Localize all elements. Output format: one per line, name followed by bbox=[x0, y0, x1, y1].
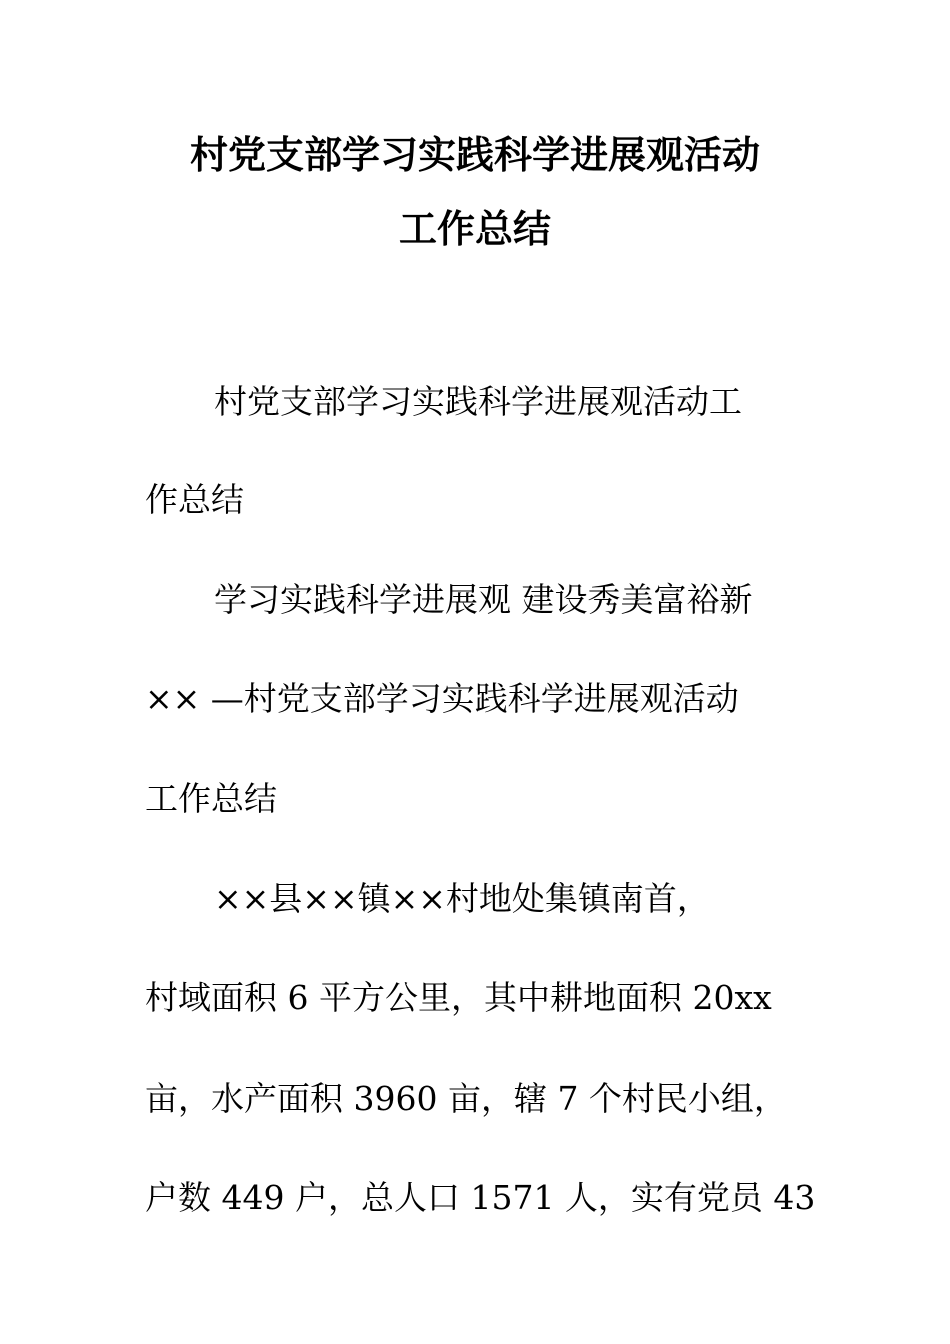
paragraph-line: 作总结 bbox=[145, 480, 244, 519]
paragraph-line: 学习实践科学进展观 建设秀美富裕新 bbox=[214, 580, 753, 619]
paragraph-line: 工作总结 bbox=[145, 779, 277, 818]
paragraph-line: 亩，水产面积 3960 亩，辖 7 个村民小组， bbox=[145, 1079, 787, 1118]
paragraph-line: ××县××镇××村地处集镇南首， bbox=[214, 879, 710, 918]
document-title-line-1: 村党支部学习实践科学进展观活动 bbox=[189, 132, 760, 177]
paragraph-line: 村党支部学习实践科学进展观活动工 bbox=[214, 382, 742, 421]
paragraph-line: 村域面积 6 平方公里，其中耕地面积 20xx bbox=[145, 978, 772, 1017]
document-title-line-2: 工作总结 bbox=[398, 206, 551, 251]
paragraph-line: 户数 449 户，总人口 1571 人，实有党员 43 bbox=[145, 1178, 816, 1217]
paragraph-line: ×× —村党支部学习实践科学进展观活动 bbox=[145, 679, 739, 718]
